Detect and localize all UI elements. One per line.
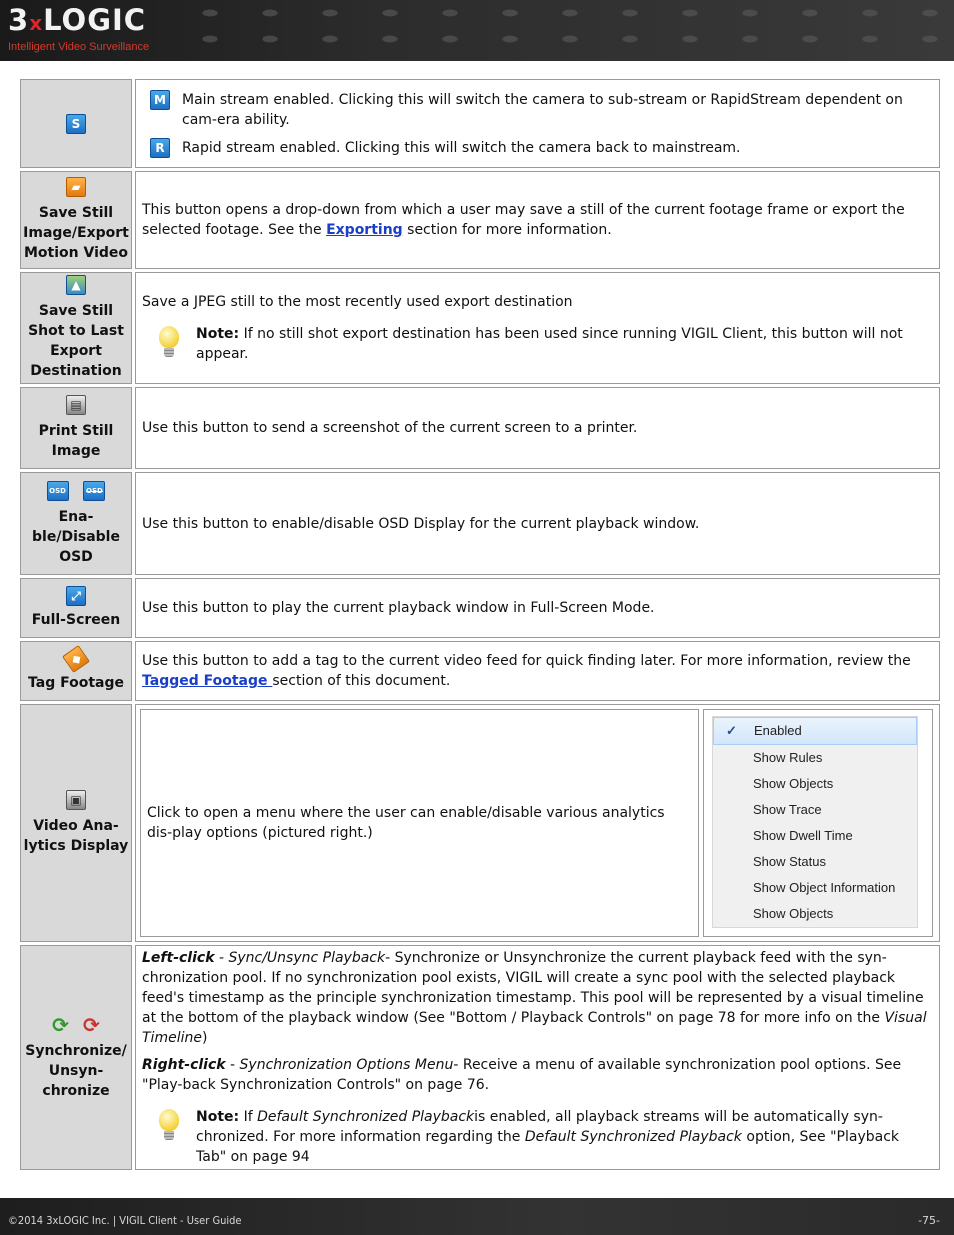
analytics-text-box — [140, 709, 699, 937]
page-header — [0, 0, 954, 61]
tagged-footage-link[interactable]: Tagged Footage — [142, 673, 273, 689]
osd-enable-icon: OSD — [47, 481, 69, 501]
footer-copyright: ©2014 3xLOGIC Inc. | VIGIL Client - User Guide — [8, 1214, 242, 1227]
stream-s-icon: S — [66, 114, 86, 134]
tag-cell — [20, 641, 132, 701]
save-last-description — [135, 272, 940, 384]
save-last-text: Save a JPEG still to the most recently used export destination — [142, 294, 573, 310]
company-logo: 3xLOGIC Intelligent Video Surveillance — [8, 3, 150, 53]
menu-item-label: Show Rules — [753, 750, 823, 765]
print-description: Use this button to send a screenshot of the current screen to a printer. — [135, 387, 940, 469]
analytics-description — [135, 704, 940, 942]
table-row — [20, 704, 940, 942]
tag-icon: ◆ — [62, 645, 90, 673]
printer-icon: ▤ — [66, 395, 86, 415]
page-number: -75- — [918, 1214, 940, 1227]
table-row — [20, 945, 940, 1170]
table-row — [20, 171, 940, 269]
menu-item[interactable] — [713, 771, 917, 797]
analytics-label: Video Ana-lytics Display — [23, 818, 129, 854]
sync-cell — [20, 945, 132, 1170]
save-image-icon: ▲ — [66, 275, 86, 295]
analytics-cell — [20, 704, 132, 942]
analytics-context-menu — [712, 716, 918, 928]
osd-label: Ena-ble/Disable OSD — [32, 508, 120, 565]
rapid-stream-text: Rapid stream enabled. Clicking this will switch the camera back to mainstream. — [182, 139, 741, 156]
menu-item[interactable] — [713, 797, 917, 823]
unsync-icon: ⟳ — [83, 1012, 100, 1037]
menu-item-label: Show Trace — [753, 802, 822, 817]
menu-item-label: Show Objects — [753, 906, 834, 921]
analytics-text: Click to open a menu where the user can enable/disable various analytics dis-play options (pictured right.) — [147, 805, 665, 841]
exporting-link[interactable]: Exporting — [326, 222, 403, 238]
menu-item-label: Show Status — [753, 854, 826, 869]
menu-item-label: Show Dwell Time — [753, 828, 853, 843]
tag-description: Use this button to add a tag to the current video feed for quick finding later. For more information, review the Tagged Footage section of this document. — [135, 641, 940, 701]
folder-export-icon: ▰ — [66, 177, 86, 197]
table-row — [20, 272, 940, 384]
menu-item-label: Show Objects — [753, 776, 834, 791]
menu-item[interactable] — [713, 875, 917, 901]
rapid-stream-r-icon: R — [150, 138, 170, 158]
lightbulb-icon — [154, 1107, 184, 1143]
menu-item[interactable] — [713, 901, 917, 927]
osd-description: Use this button to enable/disable OSD Display for the current playback window. — [135, 472, 940, 575]
save-still-label: Save Still Image/Export Motion Video — [23, 205, 129, 261]
tag-label: Tag Footage — [28, 675, 124, 691]
save-last-label: Save Still Shot to Last Export Destination — [28, 303, 124, 379]
save-still-cell — [20, 171, 132, 269]
print-label: Print Still Image — [38, 423, 114, 459]
osd-disable-icon: OSD — [83, 481, 105, 501]
menu-item-label: Show Object Information — [753, 880, 896, 895]
table-row — [20, 79, 940, 168]
page-footer — [0, 1198, 954, 1235]
header-texture — [180, 0, 954, 61]
analytics-menu-screenshot — [703, 709, 933, 937]
toolbar-buttons-table — [20, 76, 940, 1173]
fullscreen-icon: ⤢ — [66, 586, 86, 606]
menu-item[interactable] — [713, 823, 917, 849]
menu-item[interactable] — [713, 717, 917, 745]
main-stream-text: Main stream enabled. Clicking this will switch the camera to sub-stream or RapidStream dependent on cam-era ability. — [182, 91, 903, 128]
fullscreen-cell — [20, 578, 132, 638]
sync-description — [135, 945, 940, 1170]
save-last-cell — [20, 272, 132, 384]
analytics-icon: ▣ — [66, 790, 86, 810]
main-stream-m-icon: M — [150, 90, 170, 110]
checkmark-icon: ✓ — [726, 723, 737, 738]
right-click-paragraph: Right-click - Synchronization Options Menu- Receive a menu of available synchronization pool options. See "Play-back Synchronization Controls" on page 76. — [142, 1057, 902, 1093]
stream-description — [135, 79, 940, 168]
sync-label: Synchronize/ Unsyn-chronize — [25, 1042, 127, 1099]
note: Note: If Default Synchronized Playbackis enabled, all playback streams will be automatically syn-chronized. For more information regarding the Default Synchronized Playback option, See "Playback Tab" on page 94 — [142, 1107, 933, 1167]
table-row — [20, 472, 940, 575]
menu-item[interactable] — [713, 849, 917, 875]
stream-icon-cell — [20, 79, 132, 168]
fullscreen-description: Use this button to play the current playback window in Full-Screen Mode. — [135, 578, 940, 638]
note: Note: If no still shot export destination has been used since running VIGIL Client, this button will not appear. — [142, 324, 933, 364]
table-row — [20, 578, 940, 638]
osd-cell — [20, 472, 132, 575]
lightbulb-icon — [154, 324, 184, 360]
sync-icon: ⟳ — [52, 1012, 69, 1037]
fullscreen-label: Full-Screen — [31, 612, 121, 628]
table-row — [20, 387, 940, 469]
left-click-paragraph: Left-click - Sync/Unsync Playback- Synchronize or Unsynchronize the current playback feed with the syn-chronization pool. If no synchronization pool exists, VIGIL will create a sync pool with the selected playback feed's timestamp as the principle synchronization timestamp. This pool will be represented by a visual timeline at the bottom of the playback window (See "Bottom / Playback Controls" on page 78 for more info on the Visual Timeline) — [142, 950, 927, 1046]
table-row — [20, 641, 940, 701]
print-cell — [20, 387, 132, 469]
save-still-description: This button opens a drop-down from which a user may save a still of the current footage frame or export the selected footage. See the Exporting section for more information. — [135, 171, 940, 269]
menu-item[interactable] — [713, 745, 917, 771]
menu-item-label: Enabled — [754, 723, 802, 738]
